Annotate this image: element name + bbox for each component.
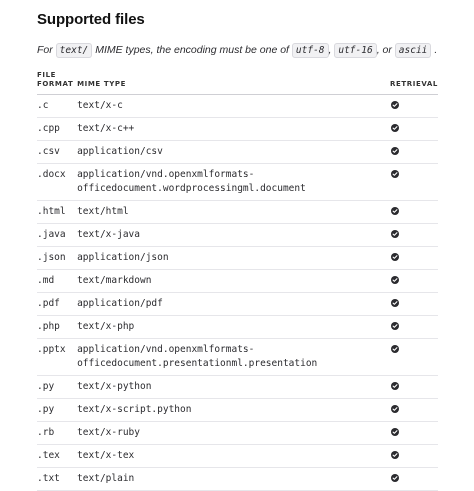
mime-type-cell [77,247,390,270]
checkmark-icon [391,170,399,178]
mime-type-cell [77,141,390,164]
encoding-note [37,42,437,59]
mime-type-cell [77,95,390,118]
mime-type-text: application/vnd.openxmlformats- [77,169,255,180]
mime-type-cell [77,164,390,201]
file-extension-cell: .java [37,224,77,247]
table-row [37,224,438,247]
mime-type-cell [77,422,390,445]
page-title: Supported files [37,11,145,28]
mime-type-cell [77,224,390,247]
note-sep1: , [328,44,332,56]
table-row [37,468,438,491]
mime-type-text: application/pdf [77,298,163,309]
mime-type-text: text/x-c++ [77,123,135,134]
table-row [37,339,438,376]
table-row [37,445,438,468]
checkmark-icon [391,124,399,132]
checkmark-icon [391,474,399,482]
file-extension-cell: .tex [37,445,77,468]
file-extension-cell: .php [37,316,77,339]
retrieval-cell [390,293,438,316]
checkmark-icon [391,428,399,436]
header-mime-type: MIME TYPE [77,71,390,95]
table-row [37,118,438,141]
table-header-row [37,71,438,95]
mime-type-text: application/vnd.openxmlformats- [77,344,255,355]
mime-type-cell [77,376,390,399]
checkmark-icon [391,405,399,413]
file-extension-cell: .json [37,247,77,270]
retrieval-cell [390,224,438,247]
table-row [37,141,438,164]
header-retrieval: RETRIEVAL [390,71,438,95]
note-suffix: . [434,44,438,56]
retrieval-cell [390,270,438,293]
retrieval-cell [390,422,438,445]
mime-type-cell [77,316,390,339]
mime-type-text: text/x-c [77,100,123,111]
retrieval-cell [390,141,438,164]
mime-type-cell [77,293,390,316]
mime-type-text: officedocument.wordprocessingml.document [77,183,306,194]
file-extension-cell: .docx [37,164,77,201]
retrieval-cell [390,118,438,141]
retrieval-cell [390,468,438,491]
header-file-format [37,71,77,95]
file-extension-cell: .rb [37,422,77,445]
retrieval-cell [390,339,438,376]
table-row [37,201,438,224]
note-code-ascii: ascii [395,43,432,58]
note-code-utf8: utf-8 [292,43,329,58]
retrieval-cell [390,95,438,118]
retrieval-cell [390,164,438,201]
note-prefix: For [37,44,53,56]
note-code-utf16: utf-16 [334,43,376,58]
table-row [37,164,438,201]
table-row [37,247,438,270]
mime-type-text: text/x-python [77,381,152,392]
mime-type-text: text/html [77,206,129,217]
mime-type-text: text/x-ruby [77,427,140,438]
checkmark-icon [391,299,399,307]
note-middle: MIME types, the encoding must be one of [95,44,289,56]
table-row [37,293,438,316]
note-code-text: text/ [56,43,93,58]
table-row [37,376,438,399]
file-extension-cell: .py [37,376,77,399]
checkmark-icon [391,382,399,390]
file-extension-cell: .pptx [37,339,77,376]
file-extension-cell: .html [37,201,77,224]
checkmark-icon [391,230,399,238]
retrieval-cell [390,376,438,399]
mime-type-text: officedocument.presentationml.presentation [77,358,318,369]
checkmark-icon [391,322,399,330]
file-extension-cell: .pdf [37,293,77,316]
mime-type-cell [77,445,390,468]
table-row [37,95,438,118]
checkmark-icon [391,101,399,109]
mime-type-text: text/x-tex [77,450,135,461]
mime-type-text: application/csv [77,146,163,157]
file-extension-cell: .py [37,399,77,422]
mime-type-cell [77,201,390,224]
mime-type-text: text/markdown [77,275,152,286]
retrieval-cell [390,201,438,224]
checkmark-icon [391,276,399,284]
file-extension-cell: .txt [37,468,77,491]
table-body [37,95,438,491]
checkmark-icon [391,253,399,261]
mime-type-cell [77,339,390,376]
header-file-format-line1: FILE [37,71,57,79]
mime-type-text: text/x-php [77,321,135,332]
file-extension-cell: .csv [37,141,77,164]
note-sep2: , or [376,44,392,56]
file-extension-cell: .cpp [37,118,77,141]
mime-type-cell [77,399,390,422]
table-row [37,422,438,445]
table-row [37,399,438,422]
header-file-format-line2: FORMAT [37,80,74,88]
file-extension-cell: .md [37,270,77,293]
table-row [37,316,438,339]
mime-type-text: text/x-script.python [77,404,192,415]
checkmark-icon [391,207,399,215]
retrieval-cell [390,399,438,422]
file-extension-cell: .c [37,95,77,118]
checkmark-icon [391,451,399,459]
mime-type-cell [77,118,390,141]
mime-type-text: application/json [77,252,169,263]
mime-type-text: text/x-java [77,229,140,240]
retrieval-cell [390,247,438,270]
supported-files-table [37,71,438,491]
mime-type-cell [77,270,390,293]
retrieval-cell [390,316,438,339]
table-row [37,270,438,293]
mime-type-text: text/plain [77,473,135,484]
checkmark-icon [391,147,399,155]
retrieval-cell [390,445,438,468]
mime-type-cell [77,468,390,491]
checkmark-icon [391,345,399,353]
